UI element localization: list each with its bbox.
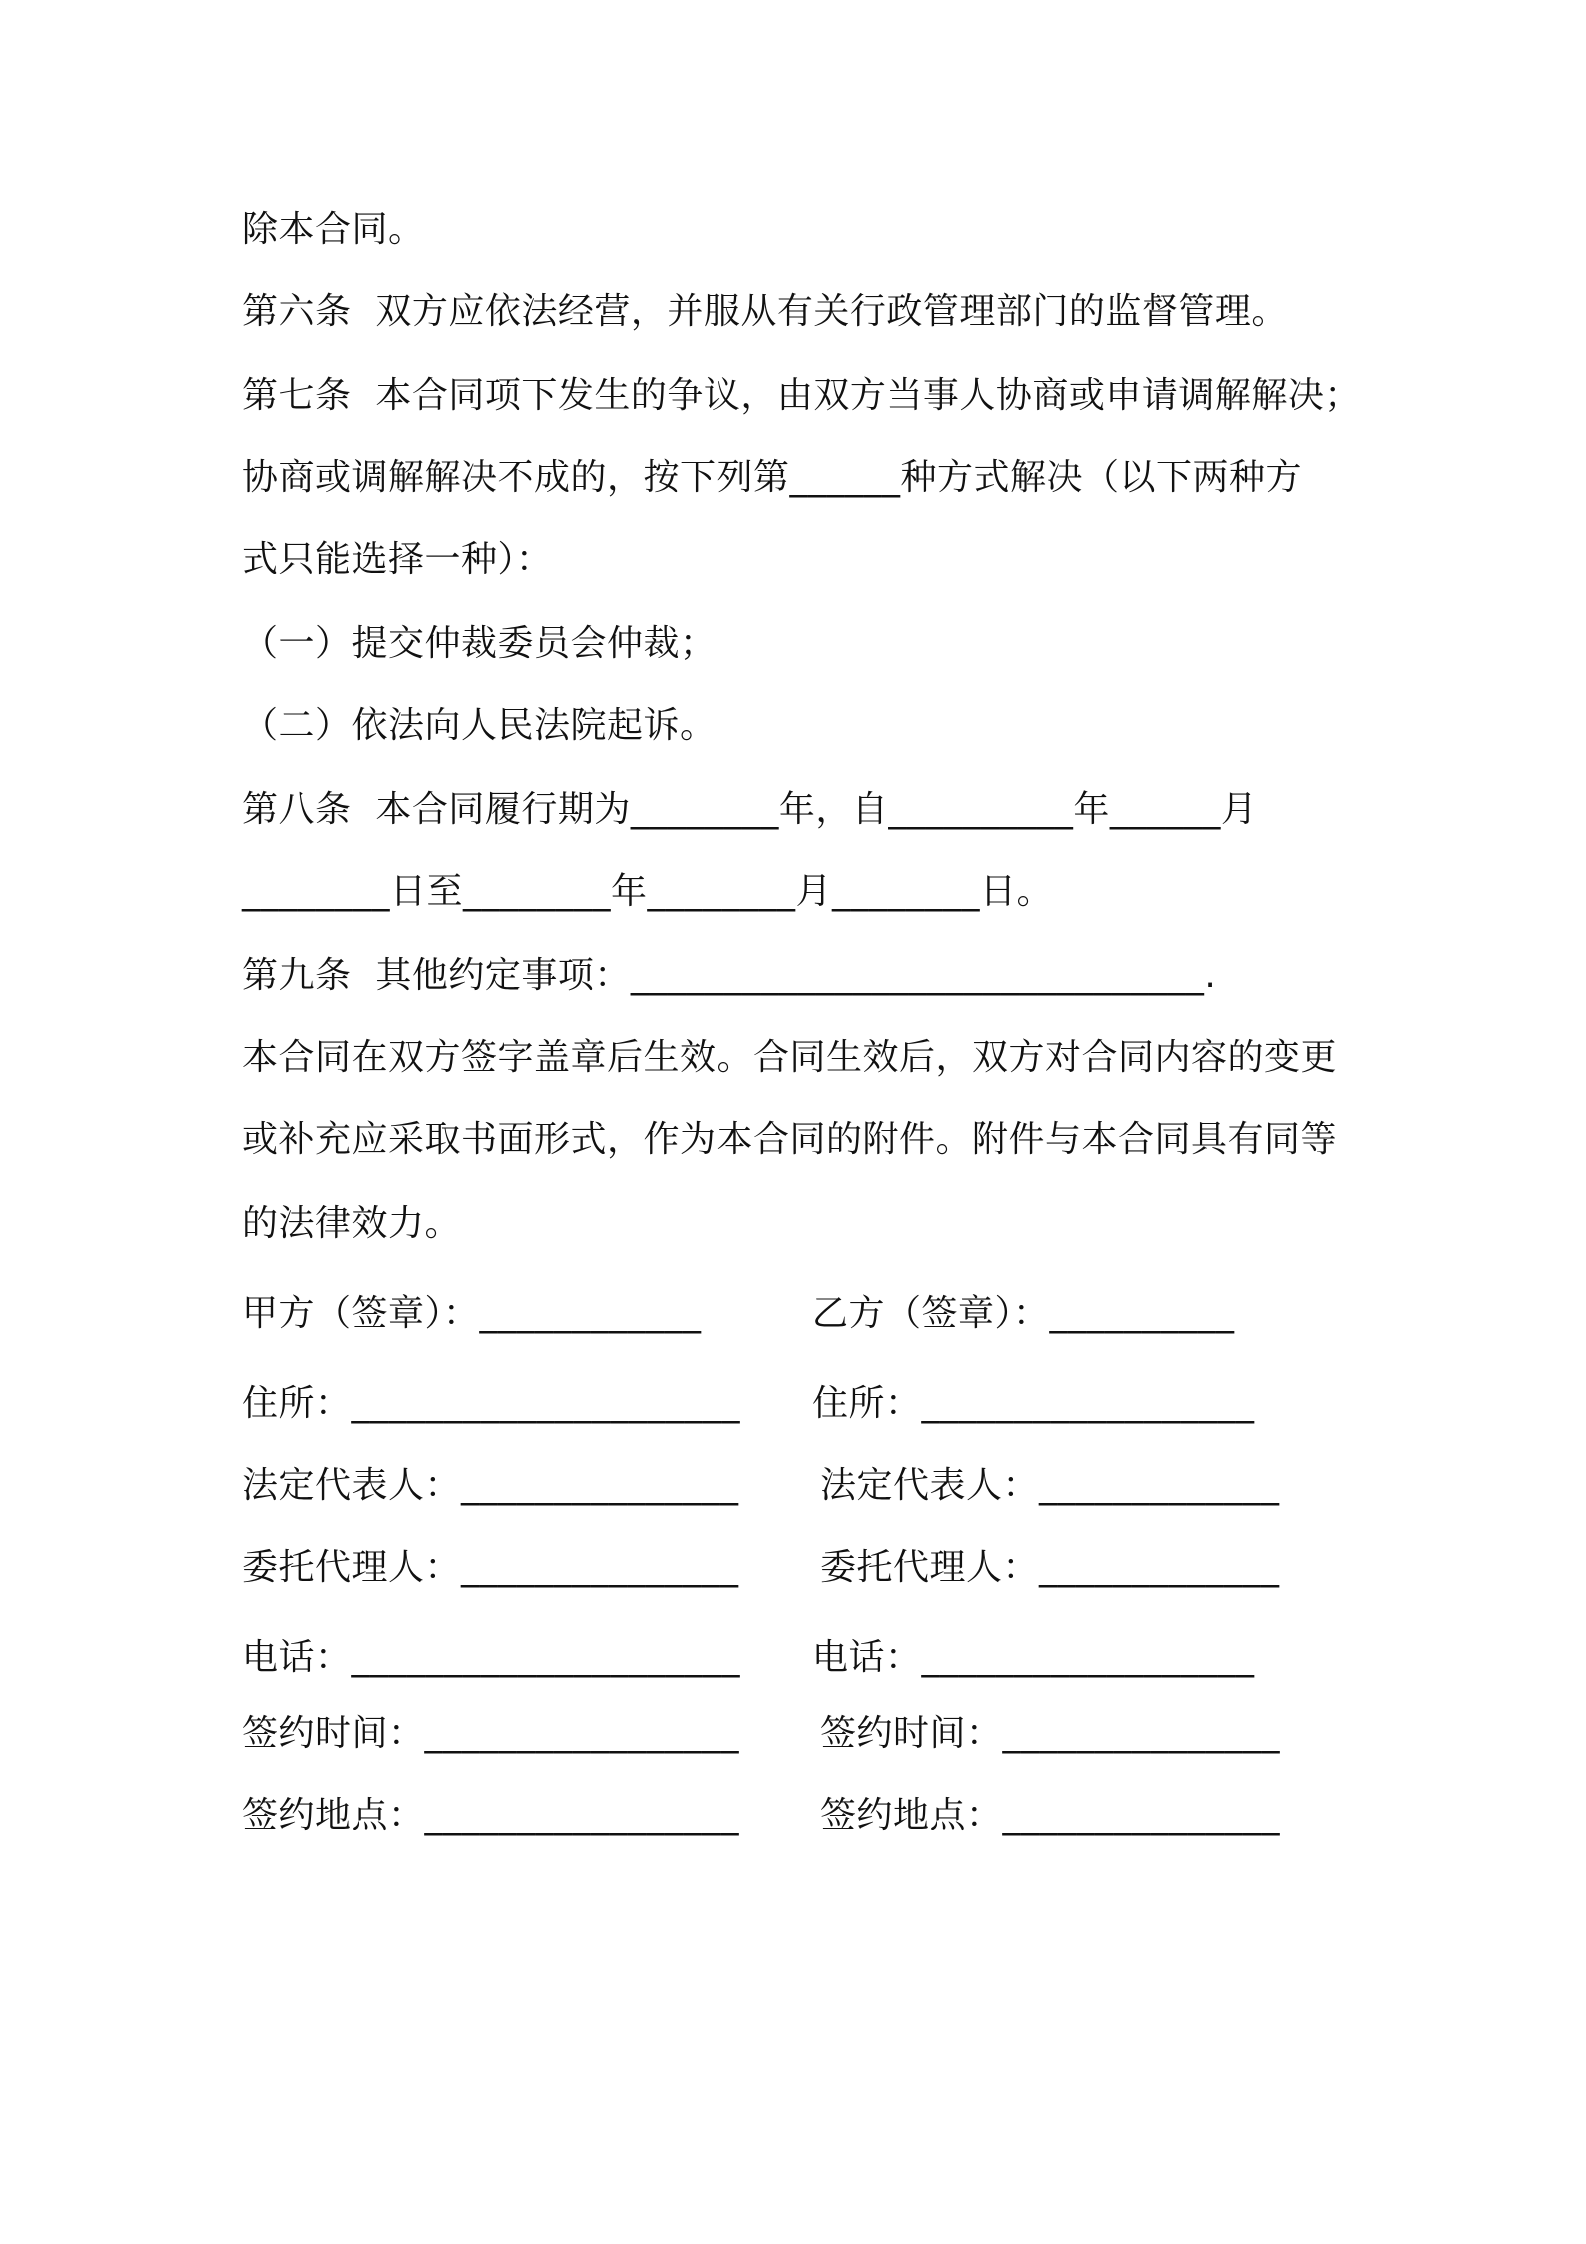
party-a-signing-place-field: 签约地点：_________________ (242, 1795, 740, 1836)
party-b-legal-rep-field: 法定代表人：_____________ (820, 1465, 1280, 1506)
party-a-agent-field: 委托代理人：_______________ (242, 1547, 739, 1588)
effectiveness-line-2: 或补充应采取书面形式，作为本合同的附件。附件与本合同具有同等 (242, 1119, 1338, 1160)
effectiveness-line-3: 的法律效力。 (242, 1203, 462, 1244)
option-1: （一）提交仲裁委员会仲裁； (242, 623, 717, 664)
effectiveness-line-1: 本合同在双方签字盖章后生效。合同生效后，双方对合同内容的变更 (242, 1037, 1338, 1078)
party-a-signing-time-field: 签约时间：_________________ (242, 1713, 740, 1754)
article-7-line-1: 第七条 本合同项下发生的争议，由双方当事人协商或申请调解解决； (242, 375, 1361, 416)
article-7-line-3: 式只能选择一种）： (242, 539, 553, 580)
party-b-address-field: 住所：__________________ (812, 1383, 1255, 1424)
option-2: （二）依法向人民法院起诉。 (242, 705, 717, 746)
article-8-line-1: 第八条 本合同履行期为________年，自__________年______月 (242, 789, 1258, 830)
party-b-phone-field: 电话：__________________ (812, 1637, 1255, 1678)
article-7-line-2: 协商或调解解决不成的，按下列第______种方式解决（以下两种方 (242, 457, 1303, 498)
party-a-seal-field: 甲方（签章）：____________ (242, 1293, 702, 1334)
party-a-phone-field: 电话：_____________________ (242, 1637, 741, 1678)
party-b-signing-time-field: 签约时间：_______________ (820, 1713, 1281, 1754)
party-a-legal-rep-field: 法定代表人：_______________ (242, 1465, 739, 1506)
party-b-agent-field: 委托代理人：_____________ (820, 1547, 1280, 1588)
article-9: 第九条 其他约定事项：_______________________________. (242, 955, 1217, 996)
article-8-line-2: ________日至________年________月________日。 (242, 871, 1054, 912)
party-a-address-field: 住所：_____________________ (242, 1383, 741, 1424)
paragraph-continuation: 除本合同。 (242, 209, 425, 250)
party-b-signing-place-field: 签约地点：_______________ (820, 1795, 1281, 1836)
article-6: 第六条 双方应依法经营，并服从有关行政管理部门的监督管理。 (242, 291, 1288, 332)
party-b-seal-field: 乙方（签章）：__________ (812, 1293, 1235, 1334)
